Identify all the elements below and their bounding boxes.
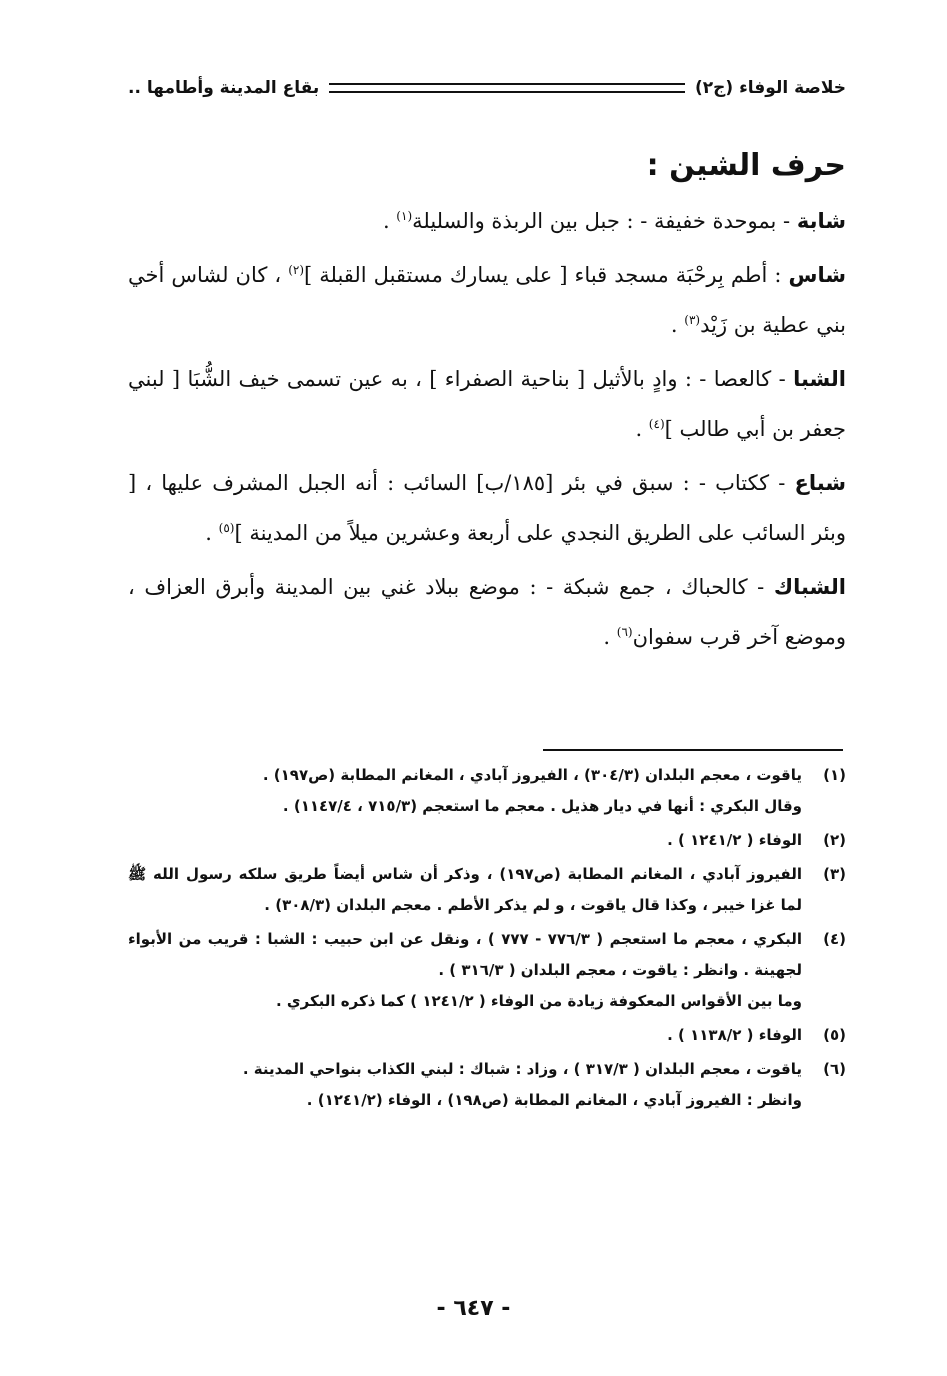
- footnote-line: ياقوت ، معجم البلدان ( ٣١٧/٣ ) ، وزاد : شباك : لبني الكذاب بنواحي المدينة .: [242, 1060, 802, 1078]
- footnote-line: الوفاء ( ١١٣٨/٢ ) .: [667, 1026, 802, 1044]
- section-heading: حرف الشين :: [646, 148, 846, 183]
- entry-headword: شباع: [794, 471, 846, 495]
- main-text: [128, 138, 846, 662]
- entry-text-end: .: [382, 209, 397, 233]
- footnote-body: [128, 760, 802, 822]
- footnote-3: [128, 859, 846, 921]
- entry-headword: الشبا: [793, 367, 846, 391]
- header-double-rule: [329, 83, 685, 93]
- entry-shas: [128, 250, 846, 350]
- entry-text: - كالعصا - : وادٍ بالأثيل [ بناحية الصفراء ] ، به عين تسمى خيف الشُّبَا [ لبني جعفر بن أبي طالب ]: [128, 367, 846, 441]
- footnote-ref[interactable]: (١): [396, 209, 413, 223]
- footnote-line: وانظر : الفيروز آبادي ، المغانم المطابة (ص١٩٨) ، الوفاء (١٢٤١/٢) .: [306, 1091, 802, 1109]
- footnote-number: (٤): [823, 930, 846, 948]
- footnotes: [128, 760, 846, 1119]
- footnote-body: [128, 859, 802, 921]
- footnote-line: وقال البكري : أنها في ديار هذيل . معجم ما استعجم (٧١٥/٣ ، ١١٤٧/٤) .: [282, 797, 802, 815]
- footnote-ref[interactable]: (٢): [288, 263, 305, 277]
- entry-text: : أطم بِرحْبَة مسجد قباء [ على يسارك مستقبل القبلة ]: [304, 263, 789, 287]
- entry-text-continued: ، كان لشاس أخي بني عطية بن زَيْد: [128, 263, 846, 337]
- footnote-4: [128, 924, 846, 1017]
- entry-text: - بموحدة خفيفة - : جبل بين الربذة والسليلة: [412, 209, 797, 233]
- footnote-ref[interactable]: (٦): [616, 625, 633, 639]
- footnote-number: (٥): [823, 1026, 846, 1044]
- footnote-number: (٦): [823, 1060, 846, 1078]
- entry-alshibak: [128, 562, 846, 662]
- entry-text-end: .: [205, 521, 219, 545]
- entry-shaba: [128, 196, 846, 246]
- footnote-ref[interactable]: (٤): [648, 417, 665, 431]
- entry-headword: شابة: [796, 209, 846, 233]
- footnote-line: وما بين الأقواس المعكوفة زيادة من الوفاء ( ١٢٤١/٢ ) كما ذكره البكري .: [275, 992, 802, 1010]
- entry-headword: الشباك: [773, 575, 846, 599]
- footnote-number: (٢): [823, 831, 846, 849]
- footnote-6: [128, 1054, 846, 1116]
- entry-text-end: .: [670, 313, 685, 337]
- footnote-5: [128, 1020, 846, 1051]
- footnote-line: البكري ، معجم ما استعجم ( ٧٧٦/٣ - ٧٧٧ ) ، ونقل عن ابن حبيب : الشبا : قريب من الأبواء لجهينة . وانظر : ياقوت ، معجم البلدان ( ٣١٦/٣ ) .: [128, 930, 803, 979]
- footnote-body: [128, 1054, 802, 1116]
- entry-text-end: .: [635, 417, 649, 441]
- entry-text-end: .: [603, 625, 617, 649]
- header-section-title: بقاع المدينة وأطامها ..: [128, 78, 320, 98]
- footnote-ref[interactable]: (٥): [218, 521, 235, 535]
- footnote-1: [128, 760, 846, 822]
- footnote-line: الفيروز آبادي ، المغانم المطابة (ص١٩٧) ، وذكر أن شاس أيضاً طريق سلكه رسول الله ﷺ لما غزا خيبر ، وكذا قال ياقوت ، و لم يذكر الأطم . معجم البلدان (٣٠٨/٣) .: [128, 865, 802, 914]
- running-header: [128, 72, 846, 104]
- footnote-line: الوفاء ( ١٢٤١/٢ ) .: [667, 831, 802, 849]
- entry-alshaba: [128, 354, 846, 454]
- entry-text: - ككتاب - : سبق في بئر [١٨٥/ب] السائب : أنه الجبل المشرف عليها ، [ وبئر السائب على الطريق النجدي على أربعة وعشرين ميلاً من المدينة ]: [128, 471, 846, 545]
- footnote-number: (٣): [823, 865, 846, 883]
- footnote-separator: [543, 749, 843, 751]
- footnote-body: [128, 1020, 802, 1051]
- footnote-body: [128, 924, 802, 1017]
- page-number: - ٦٤٧ -: [436, 1296, 511, 1321]
- footnote-number: (١): [823, 766, 846, 784]
- footnote-body: [128, 825, 802, 856]
- header-book-title: خلاصة الوفاء (ج٢): [694, 78, 846, 98]
- entry-text: - كالحباك ، جمع شبكة - : موضع ببلاد غني بين المدينة وأبرق العزاف ، وموضع آخر قرب سفوان: [128, 575, 846, 649]
- footnote-2: [128, 825, 846, 856]
- footnote-ref[interactable]: (٣): [684, 313, 701, 327]
- footnote-line: ياقوت ، معجم البلدان (٣٠٤/٣) ، الفيروز آبادي ، المغانم المطابة (ص١٩٧) .: [262, 766, 802, 784]
- entry-shiba: [128, 458, 846, 558]
- entry-headword: شاس: [788, 263, 846, 287]
